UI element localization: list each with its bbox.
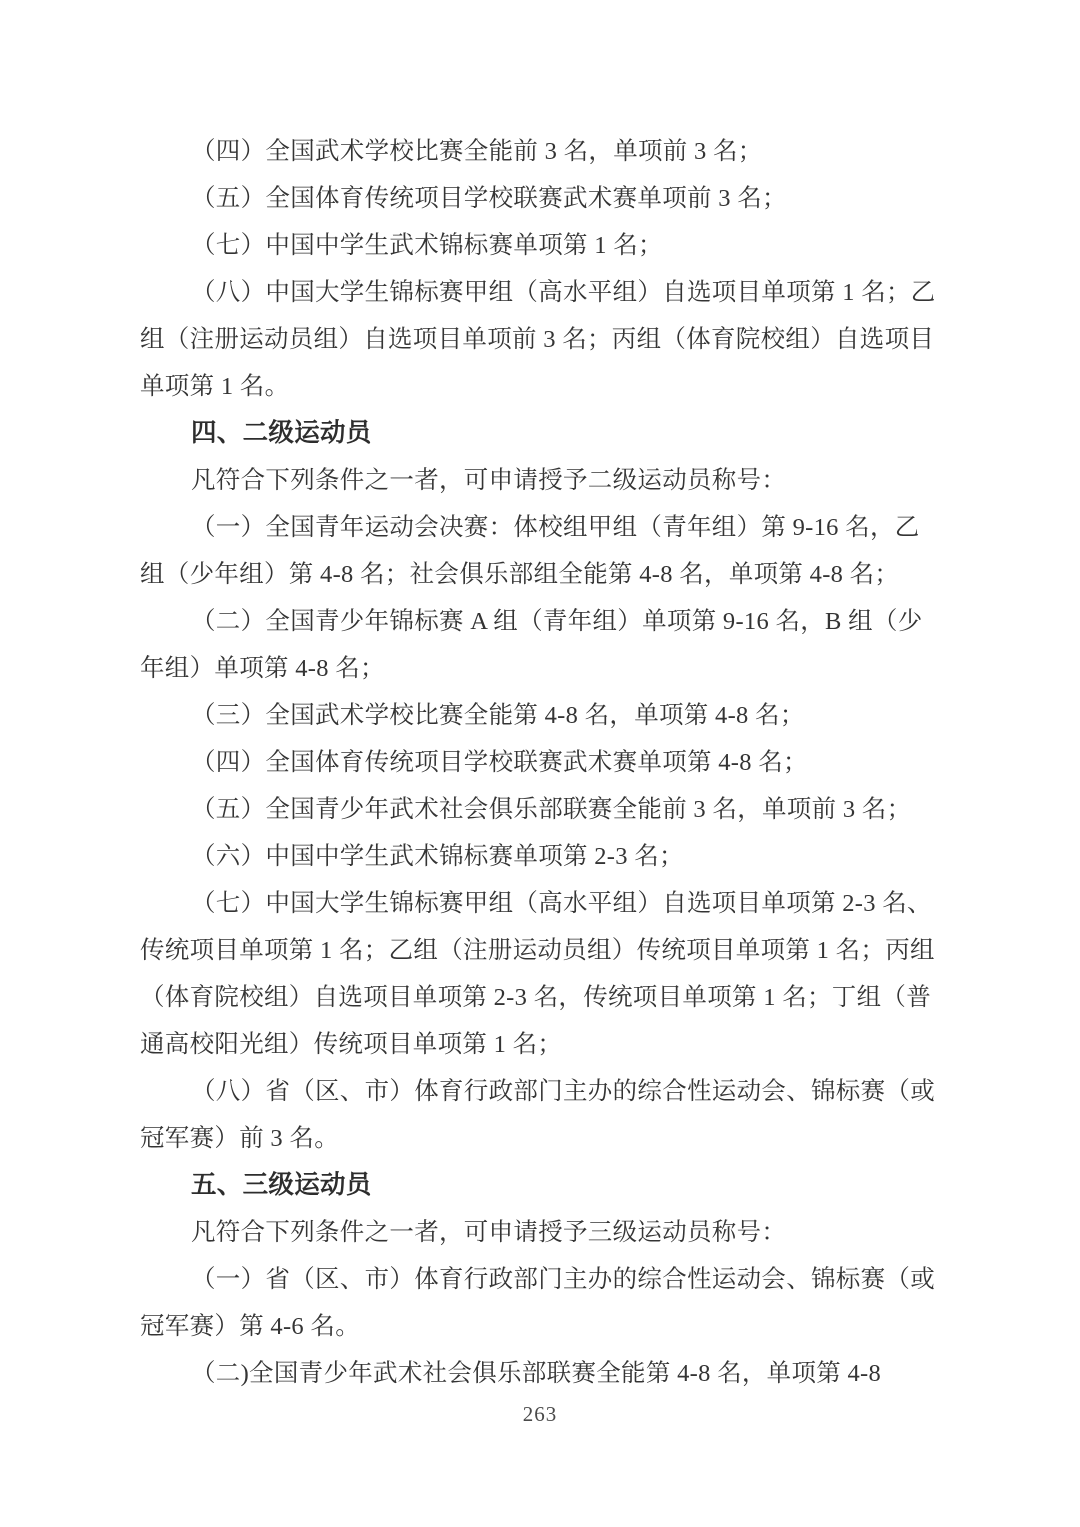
text-line: （一）全国青年运动会决赛：体校组甲组（青年组）第 9-16 名，乙: [191, 514, 920, 541]
text-line: 通高校阳光组）传统项目单项第 1 名；: [140, 1031, 563, 1058]
text-line: 组（注册运动员组）自选项目单项前 3 名；丙组（体育院校组）自选项目: [140, 326, 935, 353]
text-line: （四）全国体育传统项目学校联赛武术赛单项第 4-8 名；: [191, 749, 808, 776]
text-line: （七）中国大学生锦标赛甲组（高水平组）自选项目单项第 2-3 名、: [191, 890, 932, 917]
section-heading-level3-athlete: 五、三级运动员: [191, 1171, 372, 1199]
page-number: 263: [522, 1402, 558, 1426]
text-line: （五）全国体育传统项目学校联赛武术赛单项前 3 名；: [191, 185, 787, 212]
text-line: 单项第 1 名。: [140, 373, 290, 400]
text-line: （六）中国中学生武术锦标赛单项第 2-3 名；: [191, 843, 684, 870]
text-line: 传统项目单项第 1 名；乙组（注册运动员组）传统项目单项第 1 名；丙组: [140, 937, 935, 964]
text-line: 组（少年组）第 4-8 名；社会俱乐部组全能第 4-8 名，单项第 4-8 名；: [140, 561, 900, 588]
text-line: （四）全国武术学校比赛全能前 3 名，单项前 3 名；: [191, 138, 763, 165]
text-line: （体育院校组）自选项目单项第 2-3 名，传统项目单项第 1 名；丁组（普: [140, 984, 932, 1011]
text-line: 凡符合下列条件之一者，可申请授予三级运动员称号：: [191, 1219, 787, 1246]
document-body: [140, 128, 946, 1397]
text-line: （七）中国中学生武术锦标赛单项第 1 名；: [191, 232, 663, 259]
text-line: 年组）单项第 4-8 名；: [140, 655, 385, 682]
text-line: （八）中国大学生锦标赛甲组（高水平组）自选项目单项第 1 名；乙: [191, 279, 936, 306]
section-heading-level2-athlete: 四、二级运动员: [191, 419, 372, 447]
text-line: 冠军赛）前 3 名。: [140, 1125, 339, 1152]
text-line: （一）省（区、市）体育行政部门主办的综合性运动会、锦标赛（或: [191, 1266, 935, 1293]
text-line: （二）全国青少年锦标赛 A 组（青年组）单项第 9-16 名，B 组（少: [191, 608, 923, 635]
text-line: （五）全国青少年武术社会俱乐部联赛全能前 3 名，单项前 3 名；: [191, 796, 912, 823]
text-line: （八）省（区、市）体育行政部门主办的综合性运动会、锦标赛（或: [191, 1078, 935, 1105]
text-line: （二)全国青少年武术社会俱乐部联赛全能第 4-8 名，单项第 4-8: [191, 1360, 882, 1387]
text-line: 凡符合下列条件之一者，可申请授予二级运动员称号：: [191, 467, 787, 494]
text-line: （三）全国武术学校比赛全能第 4-8 名，单项第 4-8 名；: [191, 702, 805, 729]
text-line: 冠军赛）第 4-6 名。: [140, 1313, 361, 1340]
